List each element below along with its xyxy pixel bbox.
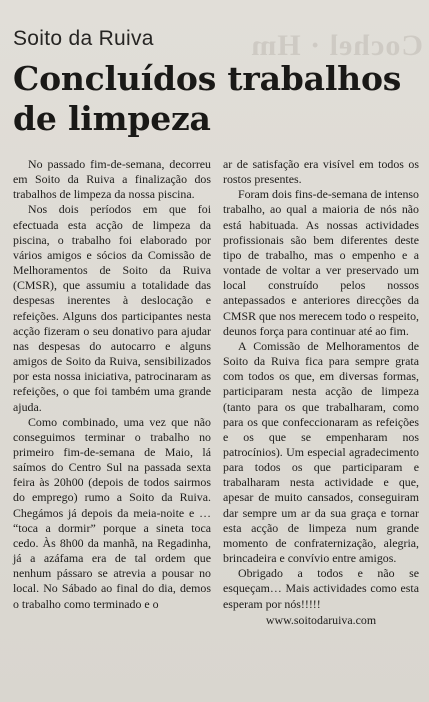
article-paragraph: Nos dois períodos em que foi efectuada esta acção de limpeza da piscina, o trabalho foi elaborado por vários amigos e sócios da Comissão de Melhoramentos de Soito da Ruiva (CMSR), que assumiu a totalidade das despesas inerentes à deslocação e refeições. Alguns dos participantes nesta acção fizeram o seu donativo para ajudar nas despesas do autocarro e alguns amigos de Soito da Ruiva, sensibilizados por esta nossa iniciativa, patrocinaram as refeições, o que foi também uma grande ajuda.: [13, 202, 211, 414]
website-url: www.soitodaruiva.com: [265, 612, 377, 627]
article-paragraph: Como combinado, uma vez que não conseguimos terminar o trabalho no primeiro fim-de-semana de Maio, lá saímos do Centro Sul na passada sexta feira às 20h00 (depois de todos sairmos do emprego) rumo a Soito da Ruiva. Chegámos já depois da meia-noite e … “toca a dormir” porque a sineta toca cedo. Às 8h00 da manhã, na Regadinha, já a azáfama era de tal ordem que nenhum pássaro se atrevia a pousar no local. No Sábado ao final do dia, demos o trabalho como terminado e o: [13, 414, 211, 611]
article-kicker: Soito da Ruiva: [13, 27, 154, 50]
article-column-left: [13, 157, 211, 612]
article-headline: Concluídos trabalhos de limpeza: [13, 59, 402, 138]
article-column-right: [223, 157, 419, 628]
bleed-through-text: Cochel · Hm: [250, 29, 423, 62]
article-paragraph: Obrigado a todos e não se esqueçam… Mais actividades como esta esperam por nós!!!!!: [223, 566, 419, 611]
article-paragraph-continuation: ar de satisfação era visível em todos os rostos presentes.: [223, 157, 419, 187]
article-paragraph: A Comissão de Melhoramentos de Soito da Ruiva fica para sempre grata com todos os que, em diversas formas, participaram nesta acção de limpeza (tanto para os que trabalharam, como para os que confeccionaram as refeições e os que se empenharam nos patrocínios). Um especial agradecimento para todos os que participaram e trabalharam nesta actividade e que, apesar de muito cansados, conseguiram dar sempre um ar da sua graça e tornar esta acção de limpeza num grande momento de confraternização, alegria, brincadeira e convívio entre amigos.: [223, 338, 419, 566]
article-paragraph: No passado fim-de-semana, decorreu em Soito da Ruiva a finalização dos trabalhos de limpeza da nossa piscina.: [13, 157, 211, 202]
article-paragraph: Foram dois fins-de-semana de intenso trabalho, ao qual a maioria de nós não está habituada. As nossas actividades profissionais são bem diferentes deste tipo de trabalho, mas o empenho e a vontade de voltar a ver preservado um local construído pelos nossos antepassados e anteriores direcções da CMSR que nos merecem todo o respeito, deunos força para continuar até ao fim.: [223, 187, 419, 338]
